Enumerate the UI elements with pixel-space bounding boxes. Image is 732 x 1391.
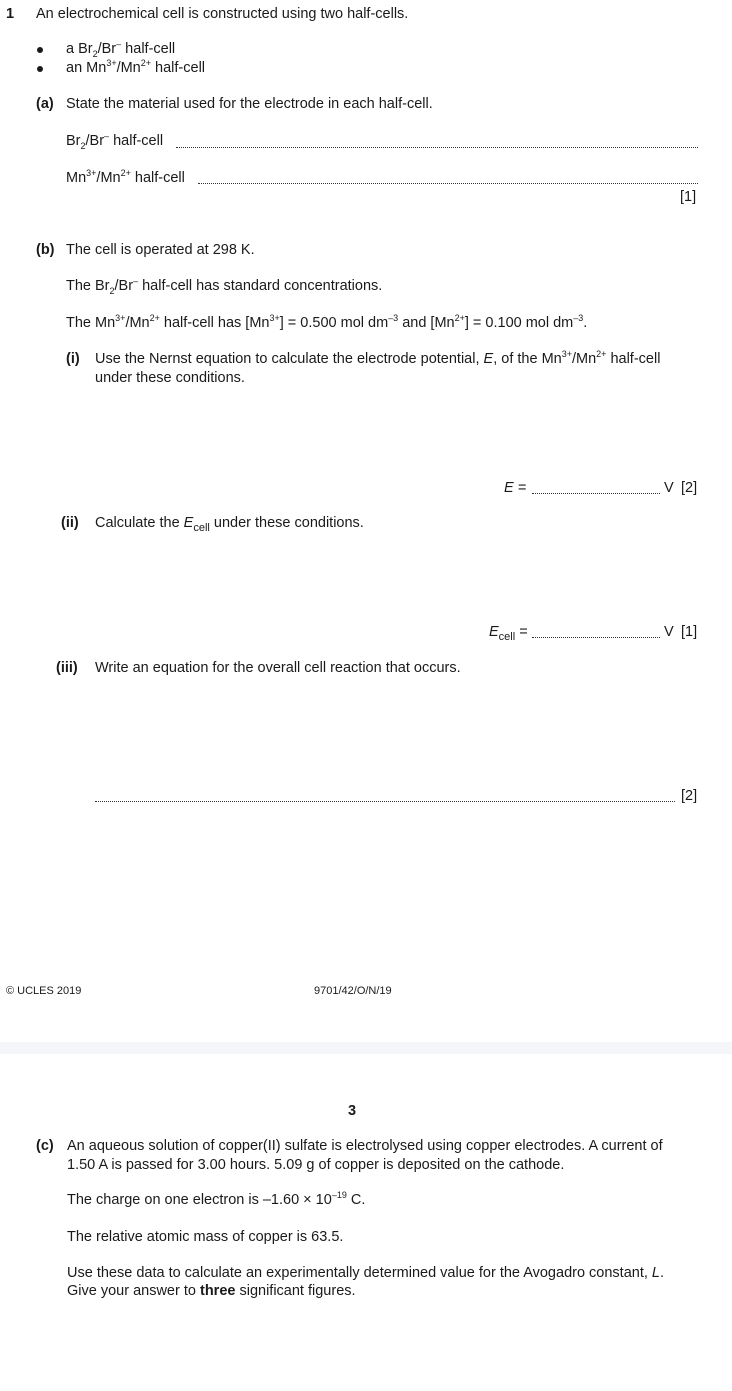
marks-b-ii: [1]	[681, 624, 698, 640]
part-b-i-question: Use the Nernst equation to calculate the electrode potential, E, of the $Mn^{3+}/Mn^{2+}$ half-cell	[95, 349, 661, 367]
part-c-text-line1: An aqueous solution of copper(II) sulfate is electrolysed using copper electrodes. A current of	[67, 1138, 663, 1154]
part-b-iii-question: Write an equation for the overall cell reaction that occurs.	[95, 660, 461, 676]
answer-line-mn-electrode[interactable]	[198, 183, 698, 184]
answer-line-e[interactable]	[532, 493, 660, 494]
answer-line-equation[interactable]	[95, 801, 675, 802]
footer-copyright: © UCLES 2019	[6, 985, 82, 997]
part-b-ii-label: (ii)	[61, 515, 79, 531]
part-b-i-question-line2: under these conditions.	[95, 370, 245, 386]
part-a-line1-label: $Br_2/Br^-$ half-cell	[66, 131, 164, 151]
bullet-item-br: a $Br_2/Br^-$ half-cell	[66, 39, 176, 59]
question-intro: An electrochemical cell is constructed using two half-cells.	[36, 6, 409, 22]
part-a-question: State the material used for the electrode in each half-cell.	[66, 96, 433, 112]
part-b-intro: The cell is operated at 298 K.	[66, 242, 255, 258]
bullet-dot	[37, 47, 43, 53]
part-c-instruction-line1: Use these data to calculate an experimentally determined value for the Avogadro constant, L.	[67, 1265, 665, 1281]
page-separator	[0, 1042, 732, 1054]
marks-a: [1]	[680, 189, 697, 205]
page-number: 3	[348, 1103, 357, 1119]
question-number: 1	[6, 6, 15, 22]
part-b-label: (b)	[36, 242, 55, 258]
unit-v-ii: V	[664, 624, 674, 640]
part-c-label: (c)	[36, 1138, 54, 1154]
part-c-text-line2: 1.50 A is passed for 3.00 hours. 5.09 g of copper is deposited on the cathode.	[67, 1157, 565, 1173]
marks-b-i: [2]	[681, 480, 698, 496]
part-a-line2-label: $Mn^{3+}/Mn^{2+}$ half-cell	[66, 168, 185, 186]
part-b-iii-label: (iii)	[56, 660, 78, 676]
answer-label-ecell: $E_{cell}$ =	[489, 624, 528, 643]
part-b-standard: The $Br_2/Br^-$ half-cell has standard concentrations.	[66, 276, 383, 296]
part-c-mass: The relative atomic mass of copper is 63.5.	[67, 1229, 344, 1245]
part-a-label: (a)	[36, 96, 54, 112]
unit-v-i: V	[664, 480, 674, 496]
footer-code: 9701/42/O/N/19	[314, 985, 392, 997]
bullet-dot	[37, 66, 43, 72]
answer-line-br-electrode[interactable]	[176, 147, 698, 148]
part-c-instruction-line2: Give your answer to three significant figures.	[67, 1283, 356, 1299]
part-b-ii-question: Calculate the $E_{cell}$ under these conditions.	[95, 515, 364, 534]
part-c-charge: The charge on one electron is $-1.60 \times 10^{-19}$ C.	[67, 1190, 366, 1208]
answer-line-ecell[interactable]	[532, 637, 660, 638]
part-b-i-label: (i)	[66, 351, 80, 367]
part-b-concentrations: The $Mn^{3+}/Mn^{2+}$ half-cell has $[Mn^{3+}] = 0.500$ mol $dm^{-3}$ and $[Mn^{2+}] = 0.100$ mol $dm^{-3}$.	[66, 313, 588, 331]
answer-label-e: E =	[504, 480, 527, 496]
marks-b-iii: [2]	[681, 788, 698, 804]
bullet-item-mn: an $Mn^{3+}/Mn^{2+}$ half-cell	[66, 58, 206, 76]
